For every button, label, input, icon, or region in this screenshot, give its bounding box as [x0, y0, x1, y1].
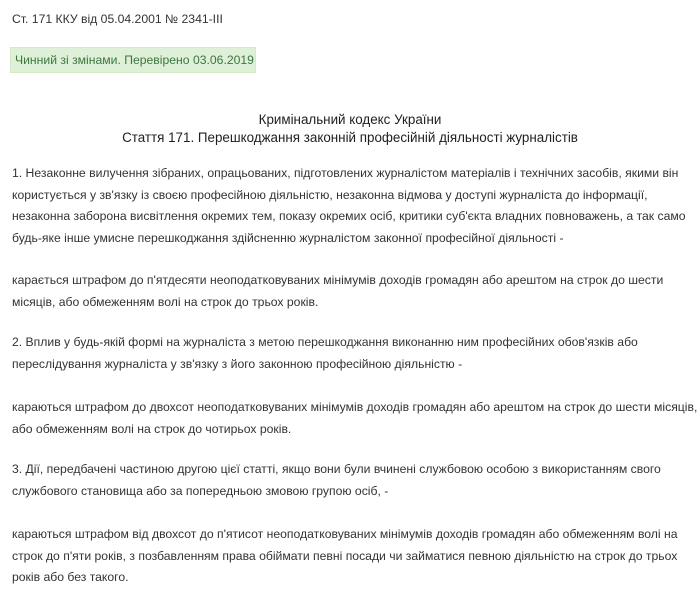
status-badge: Чинний зі змінами. Перевірено 03.06.2019 — [10, 47, 256, 73]
paragraph-line: переслідування журналіста у зв'язку з його законною професійною діяльністю - — [12, 356, 463, 371]
paragraph-line: незаконна заборона висвітлення окремих тем, показу окремих осіб, критики суб'єкта владних повноважень, а так само — [12, 209, 686, 223]
paragraph-line: службового становища або за попередньою змовою групою осіб, - — [12, 483, 389, 498]
code-title: Кримінальний кодекс України — [258, 112, 442, 127]
paragraph-line: користується у зв'язку із своєю професійною діяльністю, незаконна відмова у доступі журналіста до інформації, — [12, 187, 648, 202]
paragraph-6 — [12, 524, 696, 589]
paragraph-5 — [12, 459, 696, 502]
paragraph-3 — [12, 332, 696, 375]
paragraph-2 — [12, 270, 696, 313]
paragraph-line: будь-яке інше умисне перешкоджання здійсненню журналістом законної професійної діяльності - — [12, 230, 564, 245]
article-title: Стаття 171. Перешкоджання законній професійній діяльності журналістів — [122, 130, 578, 145]
paragraph-line: караються штрафом від двохсот до п'ятисот неоподатковуваних мінімумів доходів громадян або обмеженням волі на — [12, 527, 678, 541]
paragraph-1 — [12, 163, 696, 249]
paragraph-line: карається штрафом до п'ятдесяти неоподатковуваних мінімумів доходів громадян або арештом на строк до шести — [12, 273, 664, 287]
paragraph-line: місяців, або обмеженням волі на строк до трьох років. — [12, 294, 319, 309]
paragraph-line: 1. Незаконне вилучення зібраних, опрацьованих, підготовлених журналістом матеріалів і технічних засобів, якими він — [12, 166, 679, 180]
paragraph-line: строк до п'яти років, з позбавленням права обіймати певні посади чи займатися певною діяльністю на строк до трьох — [12, 548, 678, 563]
paragraph-4 — [12, 397, 696, 440]
paragraph-line: 2. Вплив у будь-якій формі на журналіста з метою перешкоджання виконанню ним професійних обов'язків або — [12, 335, 638, 349]
paragraph-line: років або без такого. — [12, 570, 129, 584]
document-reference: Ст. 171 ККУ від 05.04.2001 № 2341-III — [12, 12, 223, 26]
paragraph-line: караються штрафом до двохсот неоподатковуваних мінімумів доходів громадян або арештом на строк до шести місяців, — [12, 400, 698, 414]
paragraph-line: або обмеженням волі на строк до чотирьох років. — [12, 421, 292, 436]
paragraph-line: 3. Дії, передбачені частиною другою цієї статті, якщо вони були вчинені службовою особою з використанням свого — [12, 462, 661, 476]
